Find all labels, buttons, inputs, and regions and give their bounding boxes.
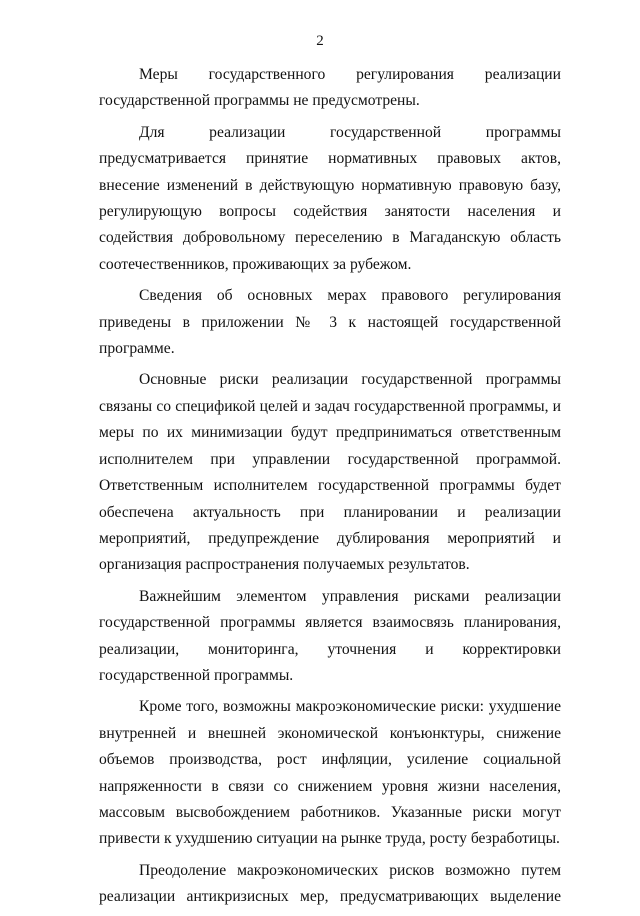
paragraph-appendix-reference: Сведения об основных мерах правового регулирования приведены в приложении № 3 к настоящей государственной программе. — [99, 287, 561, 358]
document-body — [99, 62, 561, 916]
paragraph-main-risks: Основные риски реализации государственной программы связаны со спецификой целей и задач государственной программы, и меры по их минимизации будут предприниматься ответственным исполнителем при управлении государственной программой. Ответственным исполнителем государственной программы будет обеспечена актуальность при планировании и реализации мероприятий, предупреждение дублирования мероприятий и организация распространения получаемых результатов. — [99, 371, 561, 574]
paragraph-legal-acts: Для реализации государственной программы предусматривается принятие нормативных правовых актов, внесение изменений в действующую нормативную правовую базу, регулирующую вопросы содействия занятости населения и содействия добровольному переселению в Магаданскую область соотечественников, проживающих за рубежом. — [99, 123, 561, 273]
paragraph-risk-mitigation: Преодоление макроэкономических рисков возможно путем реализации антикризисных мер, предусматривающих выделение — [99, 861, 561, 906]
paragraph-macroeconomic-risks: Кроме того, возможны макроэкономические риски: ухудшение внутренней и внешней экономической конъюнктуры, снижение объемов производства, рост инфляции, усиление социальной напряженности в связи со снижением уровня жизни населения, массовым высвобождением работников. Указанные риски могут привести к ухудшению ситуации на рынке труда, росту безработицы. — [99, 698, 561, 848]
paragraph-regulation-measures: Меры государственного регулирования реализации государственной программы не предусмотрены. — [99, 66, 561, 110]
page-number: 2 — [316, 33, 324, 49]
paragraph-risk-management: Важнейшим элементом управления рисками реализации государственной программы является взаимосвязь планирования, реализации, мониторинга, уточнения и корректировки государственной программы. — [99, 587, 561, 684]
